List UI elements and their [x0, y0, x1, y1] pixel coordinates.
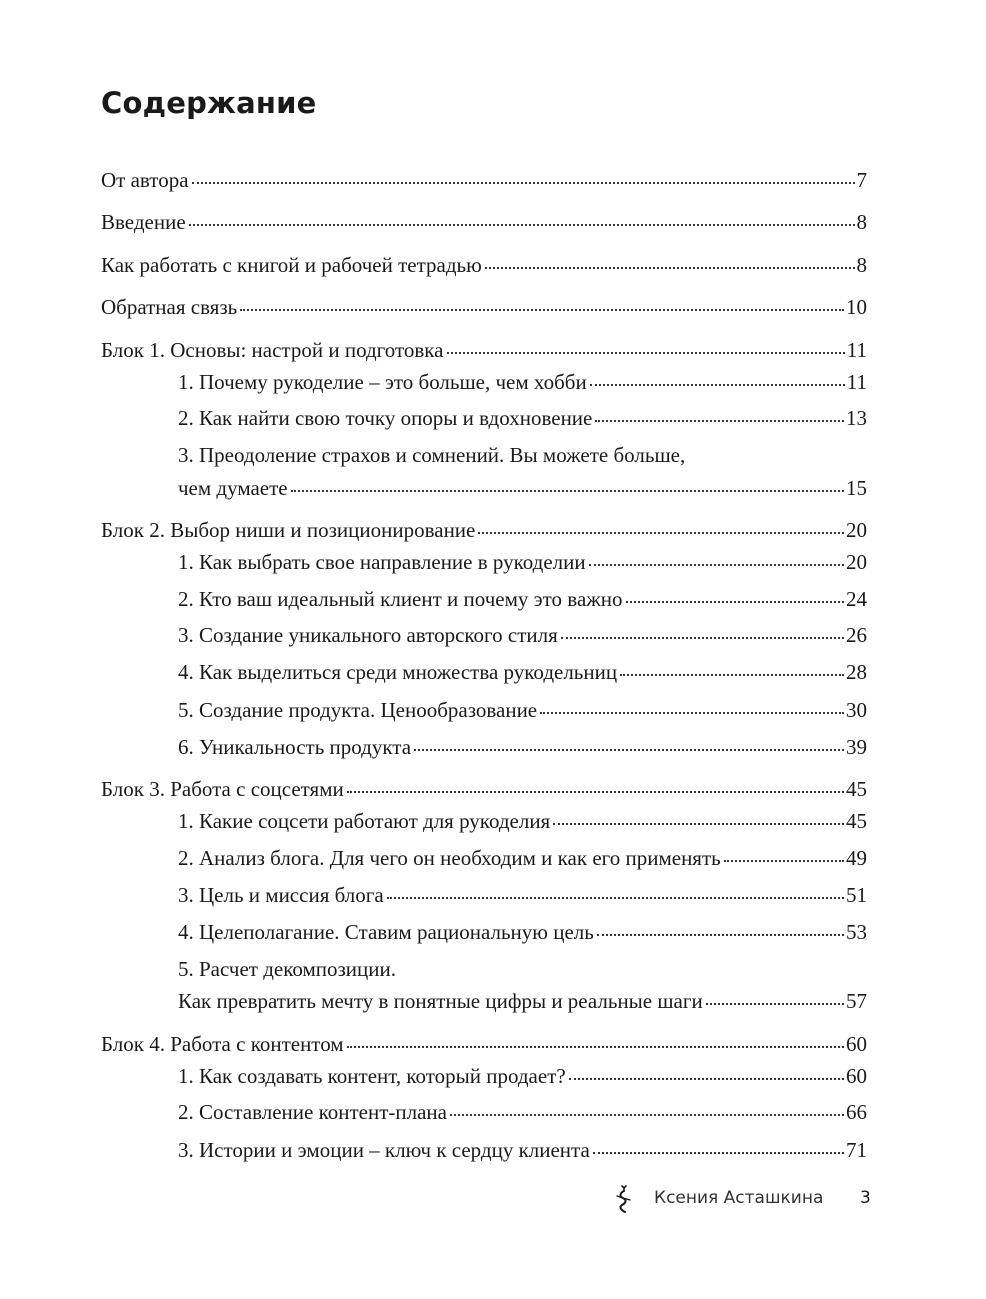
dot-leader	[593, 1152, 844, 1154]
toc-page-number: 13	[846, 406, 867, 430]
toc-entry-title: 1. Как создавать контент, который продает?	[178, 1064, 566, 1088]
dot-leader	[478, 532, 844, 534]
dot-leader	[347, 1046, 844, 1048]
toc-entry-title: 3. Создание уникального авторского стиля	[178, 623, 558, 647]
toc-entry-title: 1. Какие соцсети работают для рукоделия	[178, 809, 551, 833]
dot-leader	[706, 1003, 844, 1005]
toc-subentry[interactable]	[178, 370, 867, 394]
toc-entry-title: 3. Истории и эмоции – ключ к сердцу клиента	[178, 1138, 590, 1162]
toc-entry-title: чем думаете	[178, 476, 288, 500]
toc-page-number: 10	[846, 295, 867, 319]
toc-page-number: 49	[846, 846, 867, 870]
toc-page-number: 51	[846, 883, 867, 907]
toc-entry-title: Введение	[101, 210, 186, 234]
toc-entry-title: Как превратить мечту в понятные цифры и реальные шаги	[178, 989, 703, 1013]
toc-page-number: 71	[846, 1138, 867, 1162]
dot-leader	[620, 674, 844, 676]
toc-entry-title: Блок 4. Работа с контентом	[101, 1032, 344, 1056]
toc-page-number: 20	[846, 550, 867, 574]
dot-leader	[724, 860, 844, 862]
toc-subentry[interactable]	[178, 1064, 867, 1088]
dot-leader	[553, 823, 844, 825]
toc-entry-title: Блок 1. Основы: настрой и подготовка	[101, 338, 444, 362]
dot-leader	[589, 564, 844, 566]
toc-entry-title: 2. Как найти свою точку опоры и вдохновение	[178, 406, 593, 430]
toc-entry-title: 5. Создание продукта. Ценообразование	[178, 698, 538, 722]
toc-page-number: 53	[846, 920, 867, 944]
toc-page-number: 7	[856, 168, 867, 192]
dot-leader	[240, 309, 844, 311]
toc-entry-title: Блок 3. Работа с соцсетями	[101, 777, 344, 801]
toc-subentry-first-line: 3. Преодоление страхов и сомнений. Вы можете больше,	[178, 443, 686, 467]
toc-page-number: 11	[846, 338, 867, 362]
toc-subentry-first-line: 5. Расчет декомпозиции.	[178, 957, 396, 981]
toc-page-number: 24	[846, 587, 867, 611]
toc-entry-title: Обратная связь	[101, 295, 238, 319]
toc-page-number: 8	[856, 210, 867, 234]
toc-entry-title: Блок 2. Выбор ниши и позиционирование	[101, 518, 476, 542]
toc-subentry[interactable]	[178, 846, 867, 870]
toc-page-number: 66	[846, 1100, 867, 1124]
toc-page-number: 39	[846, 735, 867, 759]
toc-block-entry[interactable]	[101, 777, 867, 801]
toc-page-number: 57	[846, 989, 867, 1013]
toc-entry-title: 1. Почему рукоделие – это больше, чем хобби	[178, 370, 587, 394]
dancer-logo-icon	[613, 1184, 635, 1214]
dot-leader	[291, 490, 844, 492]
toc-subentry[interactable]	[178, 1138, 867, 1162]
toc-entry-title: 4. Целеполагание. Ставим рациональную цель	[178, 920, 594, 944]
toc-subentry[interactable]	[178, 587, 867, 611]
toc-subentry[interactable]	[178, 476, 867, 500]
toc-entry-title: 2. Кто ваш идеальный клиент и почему это важно	[178, 587, 623, 611]
toc-entry[interactable]	[101, 253, 867, 277]
toc-page-number: 20	[846, 518, 867, 542]
dot-leader	[387, 897, 844, 899]
toc-page-number: 8	[856, 253, 867, 277]
dot-leader	[189, 224, 855, 226]
toc-subentry[interactable]	[178, 735, 867, 759]
toc-subentry[interactable]	[178, 920, 867, 944]
dot-leader	[626, 601, 844, 603]
toc-block-entry[interactable]	[101, 1032, 867, 1056]
page-number: 3	[860, 1188, 871, 1208]
toc-entry-title: 4. Как выделиться среди множества рукодельниц	[178, 660, 618, 684]
dot-leader	[561, 637, 844, 639]
toc-subentry[interactable]	[178, 989, 867, 1013]
dot-leader	[485, 267, 855, 269]
dot-leader	[414, 749, 844, 751]
toc-entry[interactable]	[101, 295, 867, 319]
toc-entry-title: 2. Анализ блога. Для чего он необходим и как его применять	[178, 846, 721, 870]
toc-page-number: 60	[846, 1064, 867, 1088]
toc-subentry[interactable]	[178, 809, 867, 833]
toc-entry-title: 2. Составление контент-плана	[178, 1100, 447, 1124]
toc-block-entry[interactable]	[101, 338, 867, 362]
footer-author: Ксения Асташкина	[654, 1188, 824, 1208]
dot-leader	[447, 352, 845, 354]
toc-subentry[interactable]	[178, 406, 867, 430]
toc-subentry[interactable]	[178, 883, 867, 907]
toc-subentry[interactable]	[178, 1100, 867, 1124]
dot-leader	[540, 712, 844, 714]
dot-leader	[569, 1078, 844, 1080]
toc-block-entry[interactable]	[101, 518, 867, 542]
toc-entry[interactable]	[101, 210, 867, 234]
dot-leader	[590, 384, 845, 386]
dot-leader	[597, 934, 844, 936]
toc-page-number: 45	[846, 809, 867, 833]
toc-entry-title: 3. Цель и миссия блога	[178, 883, 384, 907]
toc-page-number: 26	[846, 623, 867, 647]
toc-subentry[interactable]	[178, 660, 867, 684]
dot-leader	[192, 182, 855, 184]
dot-leader	[450, 1114, 844, 1116]
toc-subentry[interactable]	[178, 698, 867, 722]
toc-page-number: 60	[846, 1032, 867, 1056]
toc-entry-title: От автора	[101, 168, 189, 192]
toc-entry-title: Как работать с книгой и рабочей тетрадью	[101, 253, 482, 277]
toc-entry-title: 1. Как выбрать свое направление в рукоделии	[178, 550, 586, 574]
dot-leader	[595, 420, 844, 422]
page-title: Содержание	[101, 86, 317, 120]
toc-page-number: 28	[846, 660, 867, 684]
toc-subentry[interactable]	[178, 623, 867, 647]
toc-page-number: 45	[846, 777, 867, 801]
toc-subentry[interactable]	[178, 550, 867, 574]
toc-entry[interactable]	[101, 168, 867, 192]
toc-page-number: 11	[846, 370, 867, 394]
toc-page-number: 30	[846, 698, 867, 722]
dot-leader	[347, 791, 844, 793]
toc-entry-title: 6. Уникальность продукта	[178, 735, 412, 759]
toc-page-number: 15	[846, 476, 867, 500]
